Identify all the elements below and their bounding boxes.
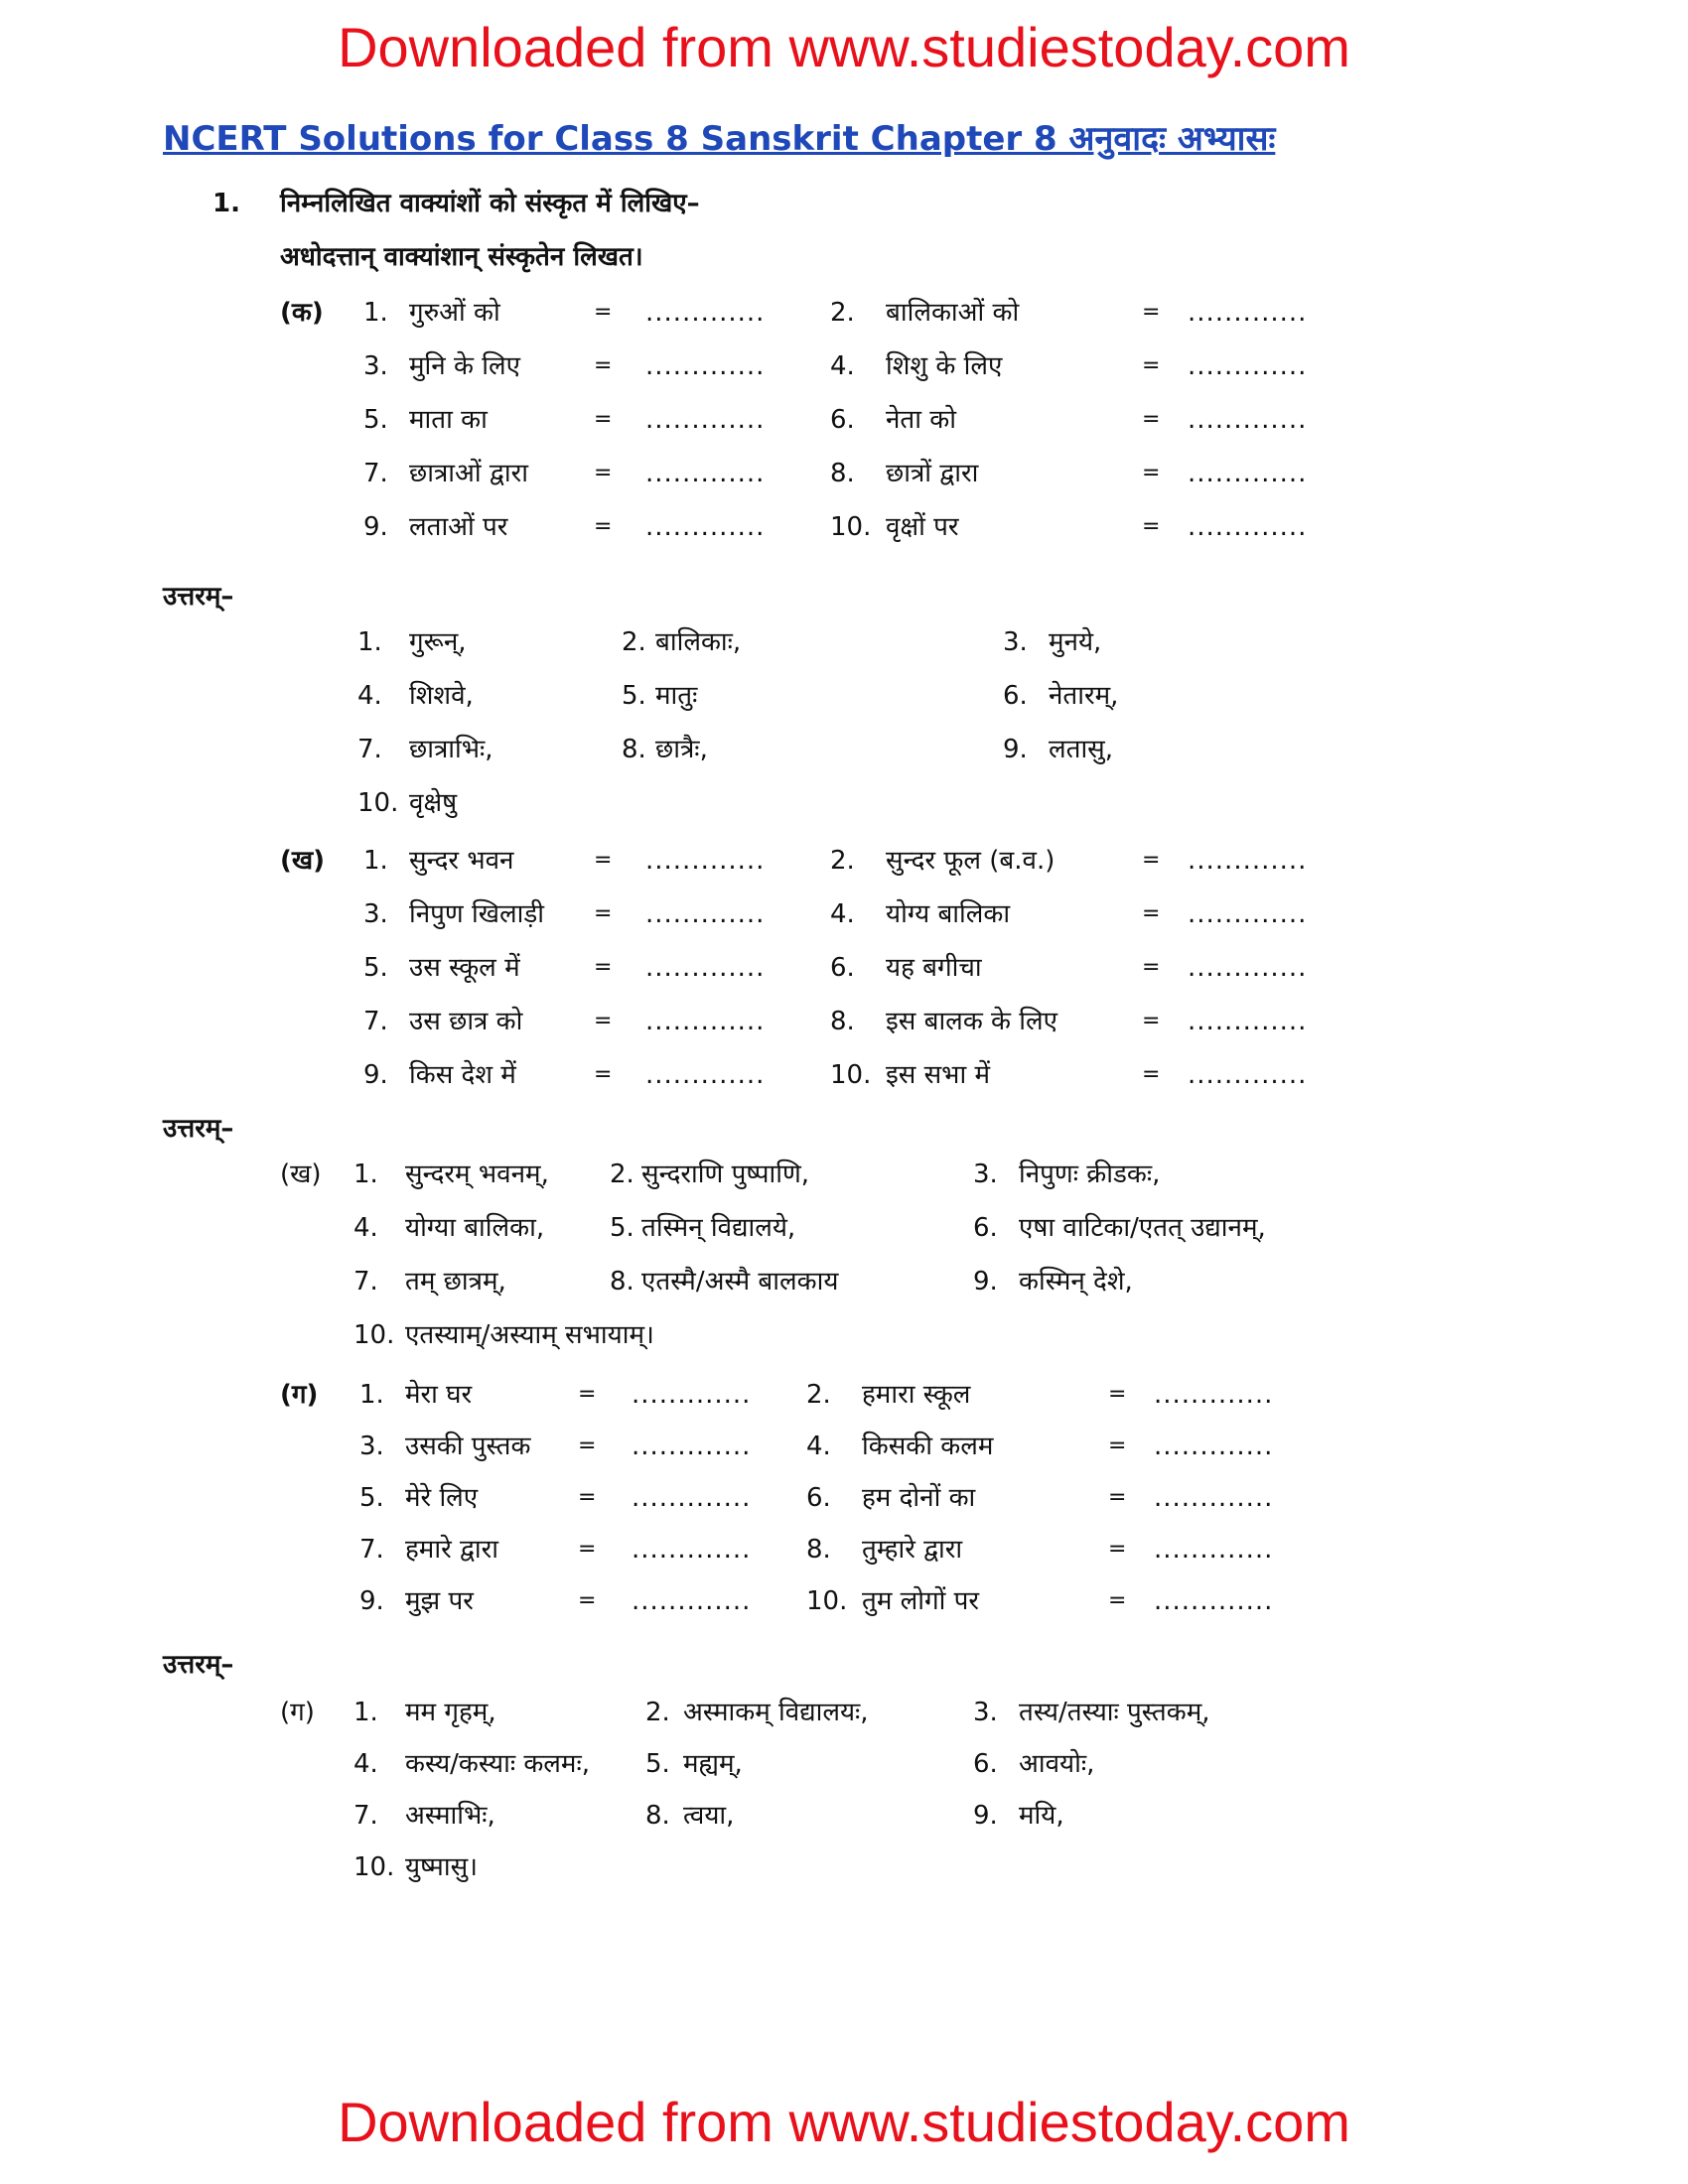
answer-text: शिशवे, [409, 681, 474, 711]
item-number: 2. [830, 298, 855, 328]
answer-text: अस्माकम् विद्यालयः, [683, 1698, 869, 1727]
item-number: 9. [363, 512, 388, 542]
answer-text: एतस्याम्/अस्याम् सभायाम्। [405, 1320, 654, 1350]
question-instruction-sanskrit: अधोदत्तान् वाक्यांशान् संस्कृतेन लिखत। [280, 242, 643, 272]
answer-number: 2. [622, 627, 646, 657]
item-number: 1. [359, 1380, 384, 1410]
answer-number: 4. [353, 1749, 378, 1779]
answer-text: लतासु, [1049, 735, 1114, 764]
item-phrase: हम दोनों का [862, 1483, 976, 1513]
item-number: 8. [830, 1007, 855, 1036]
answer-blank: ............. [1188, 1060, 1308, 1090]
equals-sign: = [594, 848, 613, 873]
answer-blank: ............. [1188, 953, 1308, 983]
answer-blank: ............. [1188, 298, 1308, 328]
item-number: 1. [363, 298, 388, 328]
answer-blank: ............. [645, 1060, 766, 1090]
item-phrase: नेता को [886, 405, 956, 435]
answer-text: बालिकाः, [655, 627, 742, 657]
equals-sign: = [1108, 1588, 1127, 1613]
item-number: 7. [363, 1007, 388, 1036]
item-number: 2. [830, 846, 855, 876]
answer-blank: ............. [632, 1380, 752, 1410]
answer-number: 10. [353, 1852, 395, 1882]
equals-sign: = [1142, 1062, 1161, 1087]
item-phrase: मेरा घर [405, 1380, 473, 1410]
item-phrase: उसकी पुस्तक [405, 1432, 531, 1461]
item-phrase: इस सभा में [886, 1060, 991, 1090]
answer-blank: ............. [1188, 351, 1308, 381]
item-number: 5. [363, 405, 388, 435]
item-number: 7. [363, 459, 388, 488]
item-number: 7. [359, 1535, 384, 1565]
answer-text: छात्रैः, [655, 735, 708, 764]
answer-blank: ............. [645, 953, 766, 983]
item-number: 6. [830, 953, 855, 983]
answer-number: 2. [610, 1160, 634, 1189]
answer-text: त्वया, [683, 1801, 735, 1831]
item-number: 4. [830, 899, 855, 929]
equals-sign: = [1142, 514, 1161, 539]
item-phrase: मेरे लिए [405, 1483, 479, 1513]
answer-label-ga: उत्तरम्– [163, 1650, 234, 1680]
equals-sign: = [1142, 407, 1161, 432]
equals-sign: = [1142, 848, 1161, 873]
answer-number: 6. [973, 1749, 998, 1779]
item-number: 3. [363, 899, 388, 929]
item-phrase: निपुण खिलाड़ी [409, 899, 545, 929]
answer-number: 4. [353, 1213, 378, 1243]
answer-number: 8. [610, 1267, 634, 1297]
answer-text: योग्या बालिका, [405, 1213, 545, 1243]
item-number: 6. [806, 1483, 831, 1513]
item-number: 10. [830, 512, 872, 542]
answer-text: गुरून्, [409, 627, 467, 657]
answer-blank: ............. [645, 512, 766, 542]
equals-sign: = [1108, 1537, 1127, 1562]
item-number: 3. [359, 1432, 384, 1461]
equals-sign: = [1142, 353, 1161, 378]
item-phrase: छात्राओं द्वारा [409, 459, 528, 488]
equals-sign: = [594, 1009, 613, 1033]
item-phrase: बालिकाओं को [886, 298, 1020, 328]
equals-sign: = [594, 1062, 613, 1087]
answer-label-ka: उत्तरम्– [163, 582, 234, 612]
answer-blank: ............. [1188, 846, 1308, 876]
answer-text: छात्राभिः, [409, 735, 493, 764]
item-phrase: इस बालक के लिए [886, 1007, 1058, 1036]
answer-text: मह्यम्, [683, 1749, 743, 1779]
answer-number: 3. [973, 1698, 998, 1727]
equals-sign: = [578, 1588, 597, 1613]
item-phrase: मुझ पर [405, 1586, 474, 1616]
item-phrase: योग्य बालिका [886, 899, 1011, 929]
answer-text: निपुणः क्रीडकः, [1019, 1160, 1161, 1189]
answer-number: 10. [353, 1320, 395, 1350]
answer-number: 3. [973, 1160, 998, 1189]
answer-number: 8. [622, 735, 646, 764]
page-heading-link[interactable]: NCERT Solutions for Class 8 Sanskrit Chapter 8 अनुवादः अभ्यासः [163, 119, 1276, 159]
equals-sign: = [578, 1433, 597, 1458]
answer-text: एतस्मै/अस्मै बालकाय [641, 1267, 839, 1297]
item-number: 6. [830, 405, 855, 435]
answer-ga-section-label: (ग) [280, 1698, 315, 1727]
item-phrase: उस स्कूल में [409, 953, 520, 983]
answer-blank: ............. [1154, 1586, 1274, 1616]
section-ka-label: (क) [280, 298, 324, 328]
answer-number: 7. [357, 735, 382, 764]
item-phrase: गुरुओं को [409, 298, 500, 328]
answer-number: 7. [353, 1801, 378, 1831]
item-phrase: मुनि के लिए [409, 351, 520, 381]
answer-blank: ............. [1188, 899, 1308, 929]
equals-sign: = [1142, 955, 1161, 980]
item-number: 9. [363, 1060, 388, 1090]
answer-text: नेतारम्, [1049, 681, 1119, 711]
answer-blank: ............. [645, 846, 766, 876]
equals-sign: = [578, 1537, 597, 1562]
item-number: 3. [363, 351, 388, 381]
answer-blank: ............. [632, 1432, 752, 1461]
answer-blank: ............. [1188, 459, 1308, 488]
equals-sign: = [1142, 300, 1161, 325]
answer-number: 9. [1003, 735, 1028, 764]
answer-blank: ............. [645, 899, 766, 929]
answer-blank: ............. [645, 298, 766, 328]
equals-sign: = [1142, 1009, 1161, 1033]
item-number: 2. [806, 1380, 831, 1410]
equals-sign: = [1108, 1485, 1127, 1510]
answer-number: 9. [973, 1267, 998, 1297]
answer-text: मातुः [655, 681, 698, 711]
item-phrase: तुम्हारे द्वारा [862, 1535, 963, 1565]
equals-sign: = [578, 1485, 597, 1510]
answer-text: कस्मिन् देशे, [1019, 1267, 1133, 1297]
answer-blank: ............. [645, 459, 766, 488]
item-number: 1. [363, 846, 388, 876]
equals-sign: = [1142, 901, 1161, 926]
item-phrase: तुम लोगों पर [862, 1586, 980, 1616]
equals-sign: = [594, 514, 613, 539]
answer-text: तस्य/तस्याः पुस्तकम्, [1019, 1698, 1210, 1727]
answer-number: 3. [1003, 627, 1028, 657]
answer-blank: ............. [1188, 512, 1308, 542]
answer-blank: ............. [1154, 1432, 1274, 1461]
answer-kha-section-label: (ख) [280, 1160, 322, 1189]
answer-text: तस्मिन् विद्यालये, [641, 1213, 796, 1243]
bottom-banner: Downloaded from www.studiestoday.com [338, 2091, 1350, 2153]
equals-sign: = [594, 353, 613, 378]
equals-sign: = [594, 300, 613, 325]
question-instruction-hindi: निम्नलिखित वाक्यांशों को संस्कृत में लिखिए– [280, 189, 700, 218]
equals-sign: = [578, 1382, 597, 1407]
item-number: 10. [830, 1060, 872, 1090]
answer-number: 7. [353, 1267, 378, 1297]
answer-text: मुनये, [1049, 627, 1102, 657]
item-number: 4. [806, 1432, 831, 1461]
answer-blank: ............. [645, 405, 766, 435]
item-number: 8. [806, 1535, 831, 1565]
answer-text: सुन्दरम् भवनम्, [405, 1160, 549, 1189]
answer-blank: ............. [1154, 1483, 1274, 1513]
answer-number: 4. [357, 681, 382, 711]
answer-number: 6. [1003, 681, 1028, 711]
answer-blank: ............. [1188, 405, 1308, 435]
answer-blank: ............. [1154, 1380, 1274, 1410]
item-phrase: किस देश में [409, 1060, 516, 1090]
answer-number: 2. [645, 1698, 670, 1727]
answer-number: 6. [973, 1213, 998, 1243]
item-phrase: किसकी कलम [862, 1432, 994, 1461]
item-phrase: सुन्दर फूल (ब.व.) [886, 846, 1055, 876]
item-phrase: लताओं पर [409, 512, 508, 542]
equals-sign: = [1108, 1382, 1127, 1407]
answer-number: 1. [353, 1698, 378, 1727]
answer-blank: ............. [645, 351, 766, 381]
answer-number: 5. [610, 1213, 634, 1243]
item-number: 9. [359, 1586, 384, 1616]
answer-blank: ............. [1154, 1535, 1274, 1565]
item-number: 5. [359, 1483, 384, 1513]
equals-sign: = [1142, 461, 1161, 485]
equals-sign: = [594, 901, 613, 926]
answer-number: 9. [973, 1801, 998, 1831]
item-number: 10. [806, 1586, 848, 1616]
answer-blank: ............. [632, 1586, 752, 1616]
item-number: 8. [830, 459, 855, 488]
answer-text: मयि, [1019, 1801, 1064, 1831]
item-phrase: वृक्षों पर [886, 512, 959, 542]
item-phrase: हमारे द्वारा [405, 1535, 499, 1565]
item-phrase: छात्रों द्वारा [886, 459, 979, 488]
answer-blank: ............. [632, 1535, 752, 1565]
item-phrase: माता का [409, 405, 488, 435]
top-banner: Downloaded from www.studiestoday.com [338, 16, 1350, 78]
item-phrase: शिशु के लिए [886, 351, 1003, 381]
answer-text: कस्य/कस्याः कलमः, [405, 1749, 590, 1779]
answer-number: 5. [622, 681, 646, 711]
answer-text: एषा वाटिका/एतत् उद्यानम्, [1019, 1213, 1266, 1243]
equals-sign: = [1108, 1433, 1127, 1458]
equals-sign: = [594, 407, 613, 432]
answer-label-kha: उत्तरम्– [163, 1114, 234, 1144]
question-number: 1. [212, 189, 240, 218]
equals-sign: = [594, 461, 613, 485]
item-number: 5. [363, 953, 388, 983]
answer-text: अस्माभिः, [405, 1801, 495, 1831]
answer-text: युष्मासु। [405, 1852, 479, 1882]
item-phrase: यह बगीचा [886, 953, 982, 983]
equals-sign: = [594, 955, 613, 980]
answer-number: 10. [357, 788, 399, 818]
answer-blank: ............. [1188, 1007, 1308, 1036]
answer-text: सुन्दराणि पुष्पाणि, [641, 1160, 810, 1189]
answer-text: आवयोः, [1019, 1749, 1095, 1779]
answer-number: 1. [353, 1160, 378, 1189]
section-kha-label: (ख) [280, 846, 326, 876]
item-phrase: उस छात्र को [409, 1007, 523, 1036]
answer-blank: ............. [645, 1007, 766, 1036]
answer-text: मम गृहम्, [405, 1698, 496, 1727]
answer-number: 5. [645, 1749, 670, 1779]
item-number: 4. [830, 351, 855, 381]
item-phrase: सुन्दर भवन [409, 846, 514, 876]
answer-number: 8. [645, 1801, 670, 1831]
answer-blank: ............. [632, 1483, 752, 1513]
item-phrase: हमारा स्कूल [862, 1380, 971, 1410]
answer-text: तम् छात्रम्, [405, 1267, 506, 1297]
section-ga-label: (ग) [280, 1380, 319, 1410]
answer-number: 1. [357, 627, 382, 657]
answer-text: वृक्षेषु [409, 788, 458, 818]
